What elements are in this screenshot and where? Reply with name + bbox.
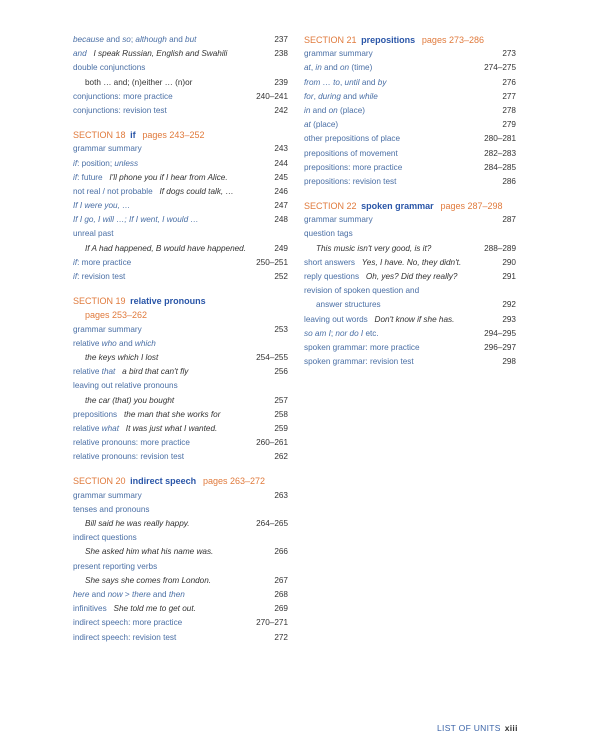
- section-heading: [73, 474, 288, 488]
- entry-page: 254–255: [256, 352, 288, 362]
- entry-page: 248: [274, 215, 288, 225]
- contents-entry: [73, 104, 288, 118]
- contents-entry: [73, 602, 288, 616]
- entry-page: 286: [502, 176, 516, 186]
- contents-entry: [304, 270, 516, 284]
- section-heading: [304, 199, 516, 213]
- section-pages: pages 273–286: [421, 35, 484, 45]
- entry-page: 259: [274, 423, 288, 433]
- entry-text: leaving out words Don't know if she has.: [304, 314, 455, 324]
- entry-text: infinitives She told me to get out.: [73, 604, 196, 614]
- entry-text: If A had happened, B would have happened.: [85, 243, 246, 253]
- entry-text: relative what It was just what I wanted.: [73, 423, 218, 433]
- contents-entry: [304, 341, 516, 355]
- entry-page: 280–281: [484, 134, 516, 144]
- entry-page: 242: [274, 105, 288, 115]
- contents-entry: [73, 47, 288, 61]
- page-number: xiii: [504, 723, 518, 733]
- section-title: prepositions: [361, 35, 416, 45]
- entry-text: spoken grammar: more practice: [304, 342, 420, 352]
- entry-page: 279: [502, 120, 516, 130]
- contents-entry: [304, 76, 516, 90]
- section-pages: pages 263–272: [202, 476, 265, 487]
- entry-page: 264–265: [256, 519, 288, 528]
- entry-text: and I speak Russian, English and Swahili: [73, 49, 228, 59]
- section-heading: [73, 294, 288, 308]
- contents-entry: [73, 545, 288, 559]
- entry-page: 240–241: [256, 91, 288, 101]
- entry-text: This music isn't very good, is it?: [316, 243, 432, 253]
- contents-entry: [73, 323, 288, 337]
- entry-page: 249: [274, 243, 288, 253]
- contents-entry: [304, 118, 516, 132]
- contents-entry: [304, 298, 516, 312]
- entry-text: in and on (place): [304, 105, 366, 115]
- entry-text: prepositions: more practice: [304, 162, 403, 172]
- entry-page: 257: [274, 395, 288, 405]
- contents-entry: [73, 270, 288, 284]
- entry-text: because and so; although and but: [73, 35, 197, 44]
- contents-entry: [73, 351, 288, 365]
- entry-page: 296–297: [484, 342, 516, 352]
- contents-entry: [73, 588, 288, 602]
- entry-text: relative who and which: [73, 338, 156, 348]
- entry-text: conjunctions: revision test: [73, 105, 167, 115]
- entry-page: 267: [274, 575, 288, 585]
- entry-text: unreal past: [73, 229, 114, 239]
- section-heading: [73, 128, 288, 142]
- contents-entry: [304, 355, 516, 369]
- entry-text: indirect speech: revision test: [73, 632, 177, 642]
- entry-page: 291: [502, 272, 516, 281]
- contents-entry: [304, 327, 516, 341]
- contents-entry: [304, 132, 516, 146]
- contents-entry: [73, 337, 288, 351]
- entry-text: short answers Yes, I have. No, they didn't.: [304, 257, 462, 267]
- entry-page: 270–271: [256, 618, 288, 628]
- section-label: SECTION 19: [73, 296, 126, 307]
- entry-page: 258: [274, 409, 288, 419]
- entry-text: grammar summary: [73, 490, 142, 500]
- section-gap: [304, 189, 516, 199]
- entry-text: If I were you, …: [73, 201, 131, 211]
- entry-page: 239: [274, 77, 288, 87]
- entry-text: present reporting verbs: [73, 561, 158, 571]
- contents-entry: [73, 422, 288, 436]
- entry-page: 290: [502, 257, 516, 267]
- contents-entry: [73, 436, 288, 450]
- entry-page: 245: [274, 172, 288, 182]
- entry-page: 287: [502, 215, 516, 225]
- section-pages: pages 253–262: [85, 310, 148, 321]
- entry-text: grammar summary: [73, 144, 142, 154]
- entry-text: grammar summary: [304, 215, 373, 225]
- contents-entry: [73, 227, 288, 241]
- contents-entry: [73, 408, 288, 422]
- contents-entry: [304, 175, 516, 189]
- entry-text: from … to, until and by: [304, 77, 387, 87]
- entry-page: 284–285: [484, 162, 516, 172]
- section-title: if: [130, 130, 136, 141]
- entry-text: if: more practice: [73, 257, 132, 267]
- section-heading: [304, 33, 516, 47]
- entry-page: 243: [274, 144, 288, 154]
- contents-entry: [73, 631, 288, 645]
- contents-entry: [73, 33, 288, 47]
- entry-page: 263: [274, 490, 288, 500]
- entry-page: 268: [274, 589, 288, 599]
- footer-label: LIST OF UNITS: [437, 723, 501, 733]
- contents-entry: [304, 242, 516, 256]
- contents-entry: [304, 90, 516, 104]
- contents-entry: [73, 157, 288, 171]
- section-gap: [73, 284, 288, 294]
- entry-text: relative that a bird that can't fly: [73, 367, 189, 377]
- entry-page: 278: [502, 105, 516, 115]
- contents-entry: [73, 517, 288, 531]
- contents-entry: [73, 365, 288, 379]
- entry-text: question tags: [304, 229, 353, 239]
- entry-text: not real / not probable If dogs could talk, …: [73, 186, 234, 196]
- entry-page: 298: [502, 357, 516, 367]
- entry-text: relative pronouns: revision test: [73, 452, 185, 462]
- contents-column-left: [73, 33, 288, 645]
- contents-entry: [304, 47, 516, 61]
- section-title: relative pronouns: [130, 296, 206, 307]
- contents-entry: [73, 185, 288, 199]
- entry-text: revision of spoken question and: [304, 286, 420, 296]
- entry-text: grammar summary: [304, 49, 373, 59]
- entry-page: 269: [274, 604, 288, 614]
- entry-text: prepositions of movement: [304, 148, 398, 158]
- entry-text: tenses and pronouns: [73, 504, 150, 514]
- entry-text: double conjunctions: [73, 63, 146, 73]
- entry-text: spoken grammar: revision test: [304, 357, 414, 367]
- contents-entry: [73, 256, 288, 270]
- entry-text: She says she comes from London.: [85, 575, 212, 585]
- contents-entry: [73, 574, 288, 588]
- contents-entry: [73, 90, 288, 104]
- section-label: SECTION 20: [73, 476, 126, 487]
- contents-entry: [304, 147, 516, 161]
- contents-entry: [73, 616, 288, 630]
- contents-entry: [304, 256, 516, 270]
- contents-entry: [304, 104, 516, 118]
- contents-entry: [73, 560, 288, 574]
- entry-page: 238: [274, 49, 288, 59]
- contents-entry: [304, 227, 516, 241]
- entry-page: 293: [502, 314, 516, 324]
- entry-text: at (place): [304, 120, 339, 130]
- entry-page: 288–289: [484, 243, 516, 253]
- entry-text: answer structures: [316, 300, 381, 310]
- entry-page: 294–295: [484, 328, 516, 338]
- entry-text: She asked him what his name was.: [85, 547, 214, 557]
- section-title: indirect speech: [130, 476, 197, 487]
- entry-page: 282–283: [484, 148, 516, 158]
- entry-page: 274–275: [484, 63, 516, 73]
- entry-text: Bill said he was really happy.: [85, 519, 190, 528]
- contents-entry: [73, 450, 288, 464]
- entry-text: If I go, I will …; If I went, I would …: [73, 215, 199, 225]
- section-gap: [73, 464, 288, 474]
- entry-text: so am I; nor do I etc.: [304, 328, 379, 338]
- entry-text: at, in and on (time): [304, 63, 373, 73]
- section-pages-line: [73, 308, 288, 322]
- entry-page: 252: [274, 272, 288, 281]
- entry-text: prepositions: revision test: [304, 176, 397, 186]
- contents-entry: [73, 379, 288, 393]
- contents-entry: [304, 284, 516, 298]
- section-title: spoken grammar: [361, 201, 434, 212]
- section-label: SECTION 21: [304, 35, 357, 45]
- contents-entry: [73, 171, 288, 185]
- entry-text: prepositions the man that she works for: [73, 409, 221, 419]
- entry-text: both … and; (n)either … (n)or: [85, 77, 193, 87]
- contents-entry: [304, 313, 516, 327]
- contents-entry: [73, 142, 288, 156]
- entry-page: 266: [274, 547, 288, 557]
- entry-text: the keys which I lost: [85, 352, 159, 362]
- contents-entry: [304, 61, 516, 75]
- entry-page: 246: [274, 186, 288, 196]
- entry-text: indirect questions: [73, 533, 137, 543]
- contents-entry: [73, 61, 288, 75]
- entry-text: relative pronouns: more practice: [73, 438, 190, 448]
- contents-entry: [73, 531, 288, 545]
- entry-page: 244: [274, 158, 288, 168]
- entry-page: 256: [274, 367, 288, 377]
- page-footer: [437, 723, 518, 733]
- entry-page: 260–261: [256, 438, 288, 448]
- contents-entry: [304, 213, 516, 227]
- section-pages: pages 243–252: [142, 130, 205, 141]
- entry-page: 237: [274, 35, 288, 44]
- contents-entry: [73, 213, 288, 227]
- entry-text: if: revision test: [73, 272, 126, 281]
- entry-text: for, during and while: [304, 91, 378, 101]
- section-pages: pages 287–298: [440, 201, 503, 212]
- entry-text: leaving out relative pronouns: [73, 381, 178, 391]
- contents-entry: [73, 489, 288, 503]
- entry-text: grammar summary: [73, 324, 142, 334]
- entry-text: here and now > there and then: [73, 589, 185, 599]
- entry-page: 272: [274, 632, 288, 642]
- entry-text: the car (that) you bought: [85, 395, 175, 405]
- contents-column-right: [304, 33, 516, 369]
- entry-page: 262: [274, 452, 288, 462]
- contents-entry: [73, 199, 288, 213]
- section-label: SECTION 18: [73, 130, 126, 141]
- entry-page: 277: [502, 91, 516, 101]
- entry-page: 247: [274, 201, 288, 211]
- entry-page: 250–251: [256, 257, 288, 267]
- entry-text: conjunctions: more practice: [73, 91, 173, 101]
- contents-entry: [73, 242, 288, 256]
- section-gap: [73, 118, 288, 128]
- entry-page: 273: [502, 49, 516, 59]
- entry-text: if: position; unless: [73, 158, 139, 168]
- contents-entry: [304, 161, 516, 175]
- entry-page: 276: [502, 77, 516, 87]
- contents-entry: [73, 76, 288, 90]
- entry-text: other prepositions of place: [304, 134, 401, 144]
- entry-text: if: future I'll phone you if I hear from Alice.: [73, 172, 228, 182]
- contents-entry: [73, 394, 288, 408]
- contents-entry: [73, 503, 288, 517]
- entry-text: indirect speech: more practice: [73, 618, 183, 628]
- section-label: SECTION 22: [304, 201, 357, 212]
- entry-text: reply questions Oh, yes? Did they really?: [304, 272, 458, 281]
- entry-page: 292: [502, 300, 516, 310]
- entry-page: 253: [274, 324, 288, 334]
